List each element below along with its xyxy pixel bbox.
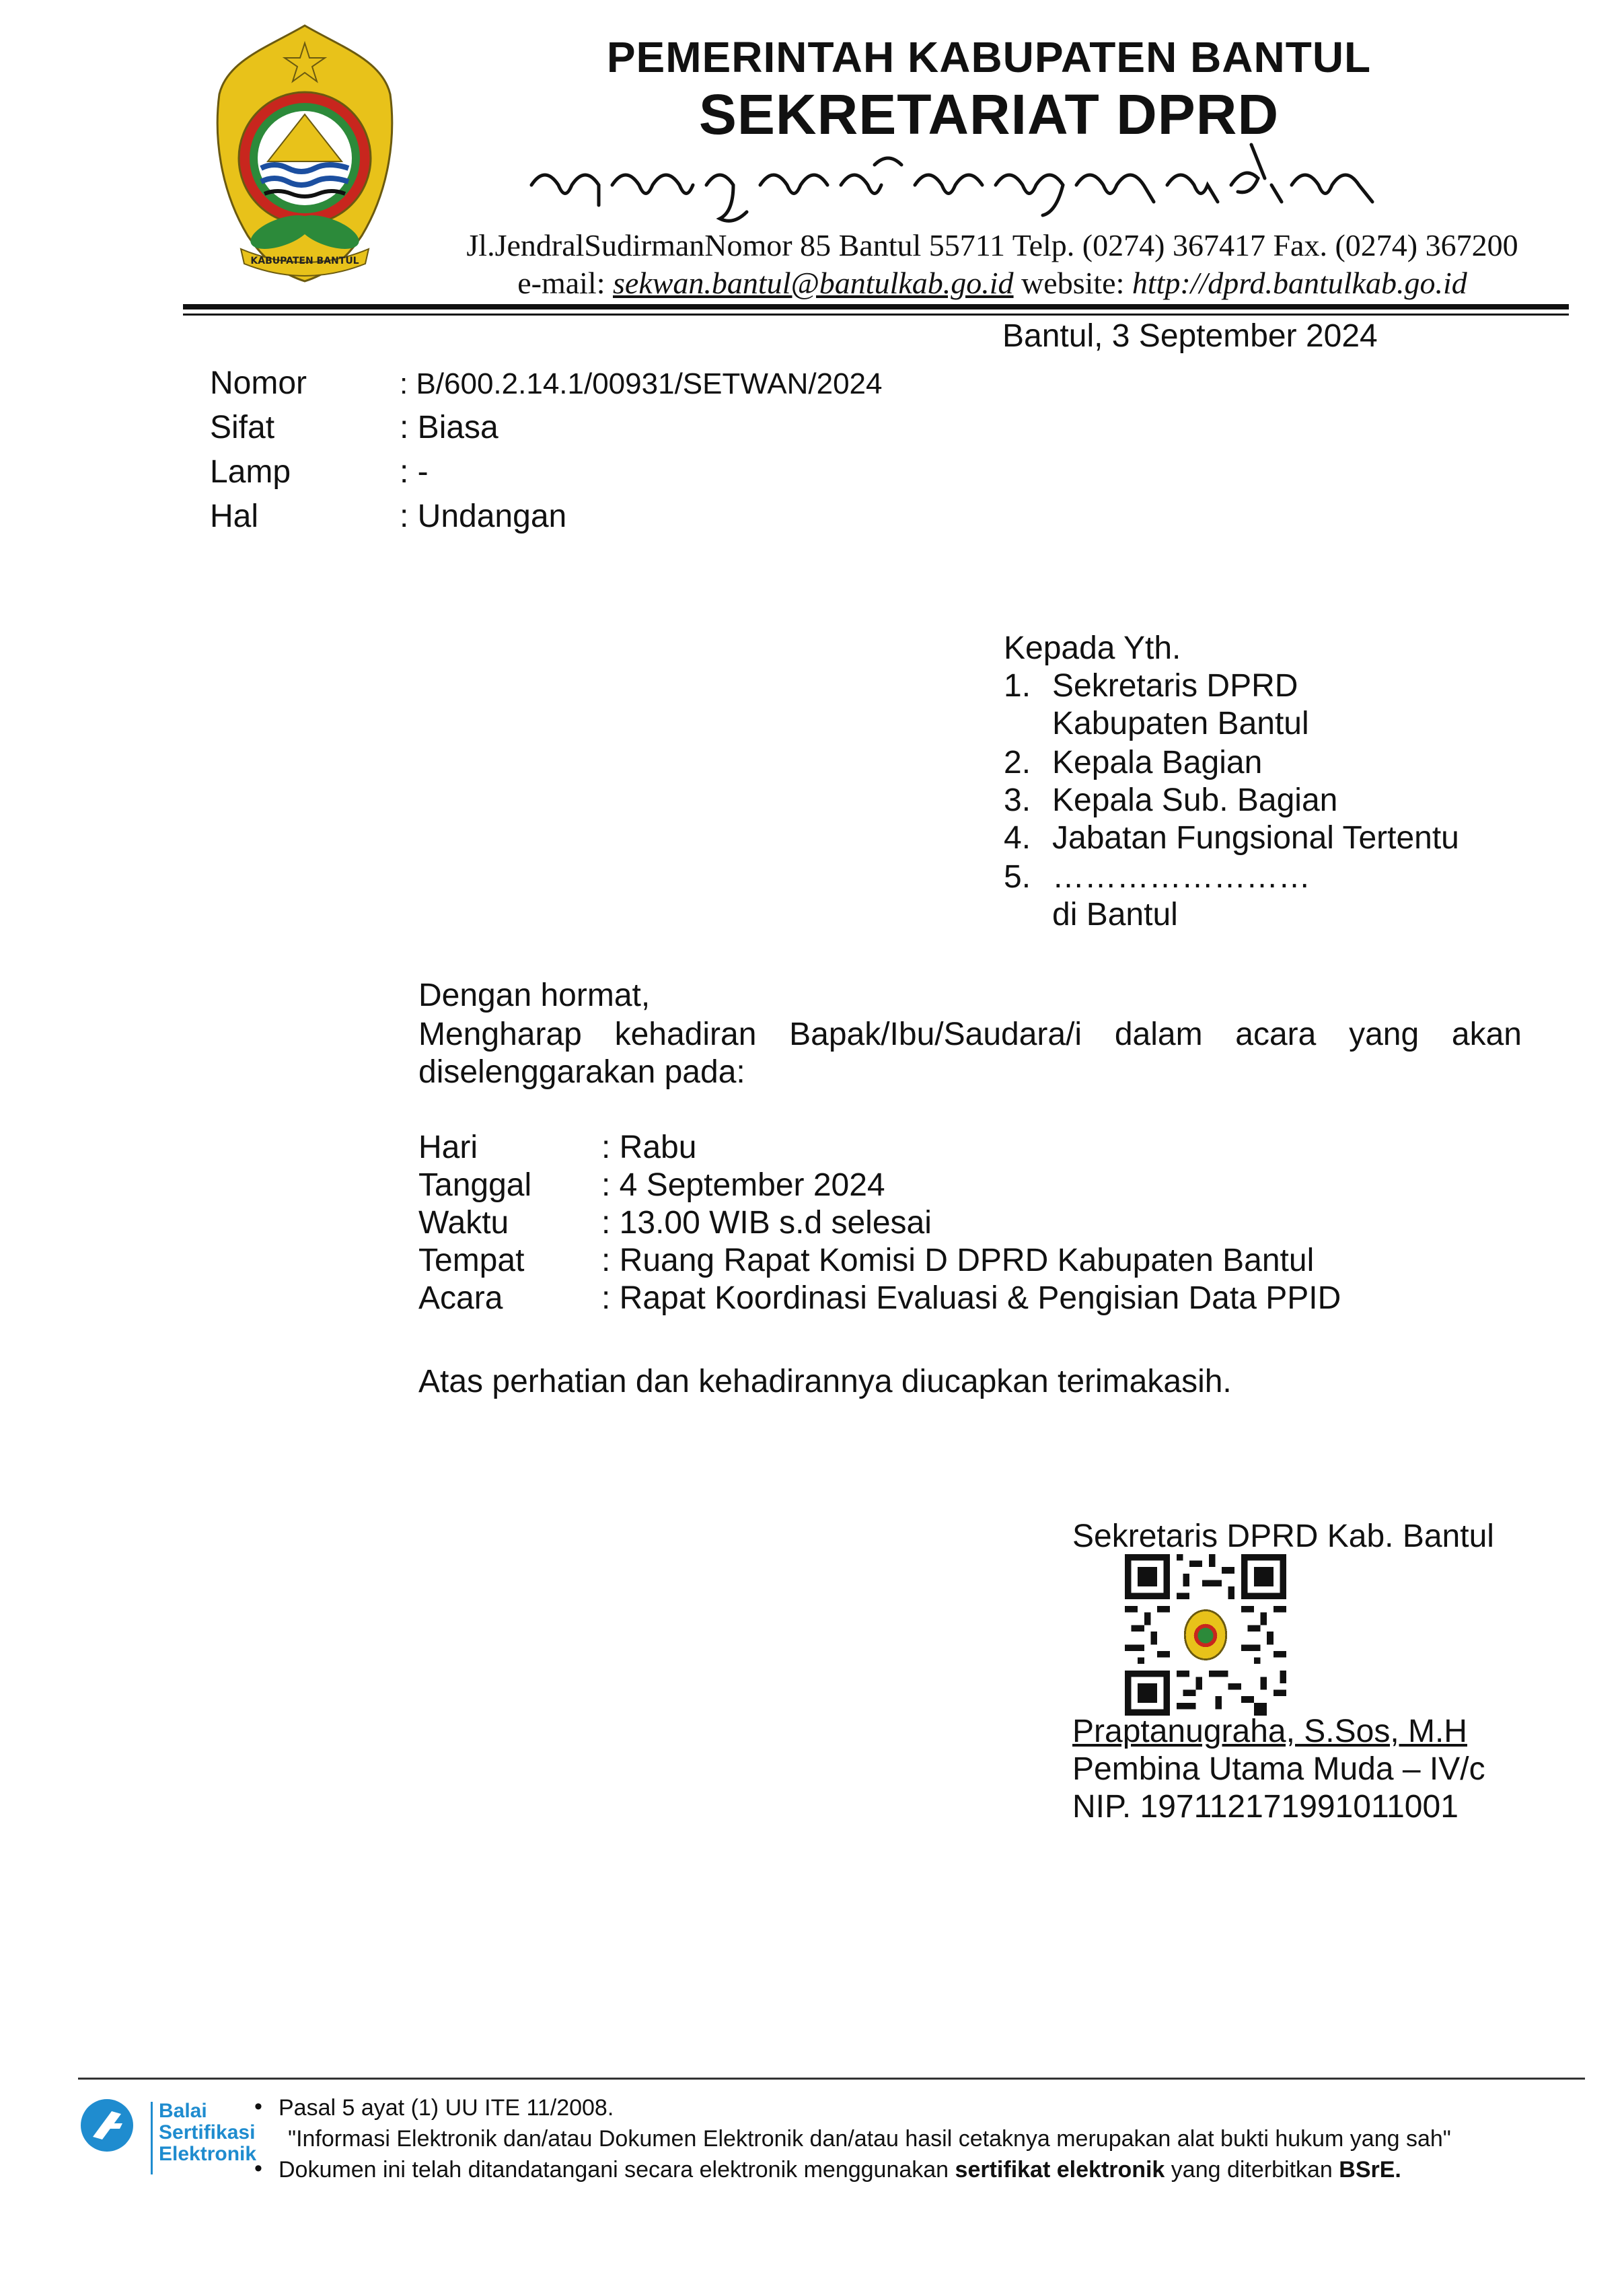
bsre-logo-icon — [79, 2098, 135, 2153]
bsre-line: Sertifikasi — [159, 2121, 256, 2144]
footer-esign-note — [279, 2157, 1401, 2183]
signatory-name: Praptanugraha, S.Sos, M.H — [1072, 1714, 1467, 1749]
recipient-intro: Kepada Yth. — [1004, 630, 1181, 666]
header-office-name: SEKRETARIAT DPRD — [698, 83, 1280, 146]
recipient-number: 5. — [1004, 859, 1031, 895]
sifat-value: : Biasa — [400, 410, 499, 445]
footer-text: yang diterbitkan — [1165, 2157, 1339, 2183]
bsre-line: Balai — [159, 2100, 207, 2122]
recipient-item: di Bantul — [1052, 897, 1178, 932]
bsre-divider — [151, 2102, 153, 2174]
javanese-script-line — [525, 138, 1399, 239]
recipient-item: Kepala Bagian — [1052, 745, 1263, 780]
lamp-label: Lamp — [210, 454, 291, 490]
recipient-number: 2. — [1004, 745, 1031, 780]
recipient-number: 4. — [1004, 820, 1031, 856]
email-link[interactable]: sekwan.bantul@bantulkab.go.id — [613, 266, 1014, 300]
signature-title: Sekretaris DPRD Kab. Bantul — [1072, 1518, 1494, 1554]
website-label: website: — [1021, 266, 1125, 300]
email-label: e-mail: — [517, 266, 605, 300]
hal-value: : Undangan — [400, 499, 567, 534]
hal-label: Hal — [210, 499, 259, 534]
javanese-text: ꦥꦼꦩꦼꦫꦶꦤ꧀ꦠꦃꦏꦧꦸꦥꦠꦺꦤ꧀ꦧꦤ꧀ꦠꦸꦭ꧀ — [525, 138, 534, 139]
bullet-icon: • — [254, 2094, 262, 2119]
footer-law-reference: Pasal 5 ayat (1) UU ITE 11/2008. — [279, 2095, 614, 2121]
header-rule-thin — [183, 314, 1569, 316]
nomor-label: Nomor — [210, 365, 307, 401]
letter-date: Bantul, 3 September 2024 — [1002, 318, 1378, 354]
header-rule-thick — [183, 304, 1569, 309]
recipient-number: 1. — [1004, 668, 1031, 704]
signatory-rank: Pembina Utama Muda – IV/c — [1072, 1751, 1485, 1787]
footer-law-quote: "Informasi Elektronik dan/atau Dokumen Elektronik dan/atau hasil cetaknya merupakan alat bukti hukum yang sah" — [288, 2126, 1451, 2152]
detail-value: : 13.00 WIB s.d selesai — [601, 1205, 932, 1241]
detail-label: Waktu — [418, 1205, 509, 1241]
footer-text-bold: sertifikat elektronik — [955, 2157, 1165, 2183]
detail-value: : 4 September 2024 — [601, 1167, 885, 1203]
header-contact — [404, 265, 1581, 301]
detail-label: Hari — [418, 1130, 478, 1165]
body-text: Mengharap kehadiran Bapak/Ibu/Saudara/i dalam acara yang akan — [418, 1017, 1522, 1052]
qr-code-signature[interactable] — [1125, 1554, 1286, 1716]
detail-value: : Rapat Koordinasi Evaluasi & Pengisian Data PPID — [601, 1280, 1341, 1316]
nomor-value: : B/600.2.14.1/00931/SETWAN/2024 — [400, 367, 883, 400]
signatory-nip: NIP. 197112171991011001 — [1072, 1789, 1459, 1825]
header-address: Jl.JendralSudirmanNomor 85 Bantul 55711 Telp. (0274) 367417 Fax. (0274) 367200 — [466, 228, 1518, 262]
recipient-item: Sekretaris DPRD — [1052, 668, 1298, 704]
website-link[interactable]: http://dprd.bantulkab.go.id — [1132, 266, 1467, 300]
header-government-name: PEMERINTAH KABUPATEN BANTUL — [606, 33, 1372, 81]
detail-label: Tanggal — [418, 1167, 532, 1203]
recipient-item: …………………… — [1052, 859, 1311, 895]
recipient-item: Kepala Sub. Bagian — [1052, 782, 1338, 818]
closing-text: Atas perhatian dan kehadirannya diucapkan terimakasih. — [418, 1364, 1232, 1399]
sifat-label: Sifat — [210, 410, 275, 445]
logo-text: KABUPATEN BANTUL — [250, 256, 359, 266]
recipient-item: Kabupaten Bantul — [1052, 706, 1309, 741]
bsre-name — [159, 2100, 256, 2165]
greeting: Dengan hormat, — [418, 978, 651, 1013]
detail-label: Acara — [418, 1280, 503, 1316]
footer-text: Dokumen ini telah ditandatangani secara elektronik menggunakan — [279, 2157, 955, 2183]
detail-label: Tempat — [418, 1243, 525, 1278]
detail-value: : Rabu — [601, 1130, 697, 1165]
detail-value: : Ruang Rapat Komisi D DPRD Kabupaten Bantul — [601, 1243, 1315, 1278]
bantul-regency-emblem — [214, 20, 396, 283]
bsre-line: Elektronik — [159, 2143, 257, 2165]
recipient-item: Jabatan Fungsional Tertentu — [1052, 820, 1459, 856]
recipient-number: 3. — [1004, 782, 1031, 818]
footer-text-bold: BSrE. — [1339, 2157, 1401, 2183]
footer-rule — [78, 2078, 1585, 2080]
lamp-value: : - — [400, 454, 429, 490]
bullet-icon: • — [254, 2156, 262, 2181]
body-text: diselenggarakan pada: — [418, 1054, 745, 1090]
